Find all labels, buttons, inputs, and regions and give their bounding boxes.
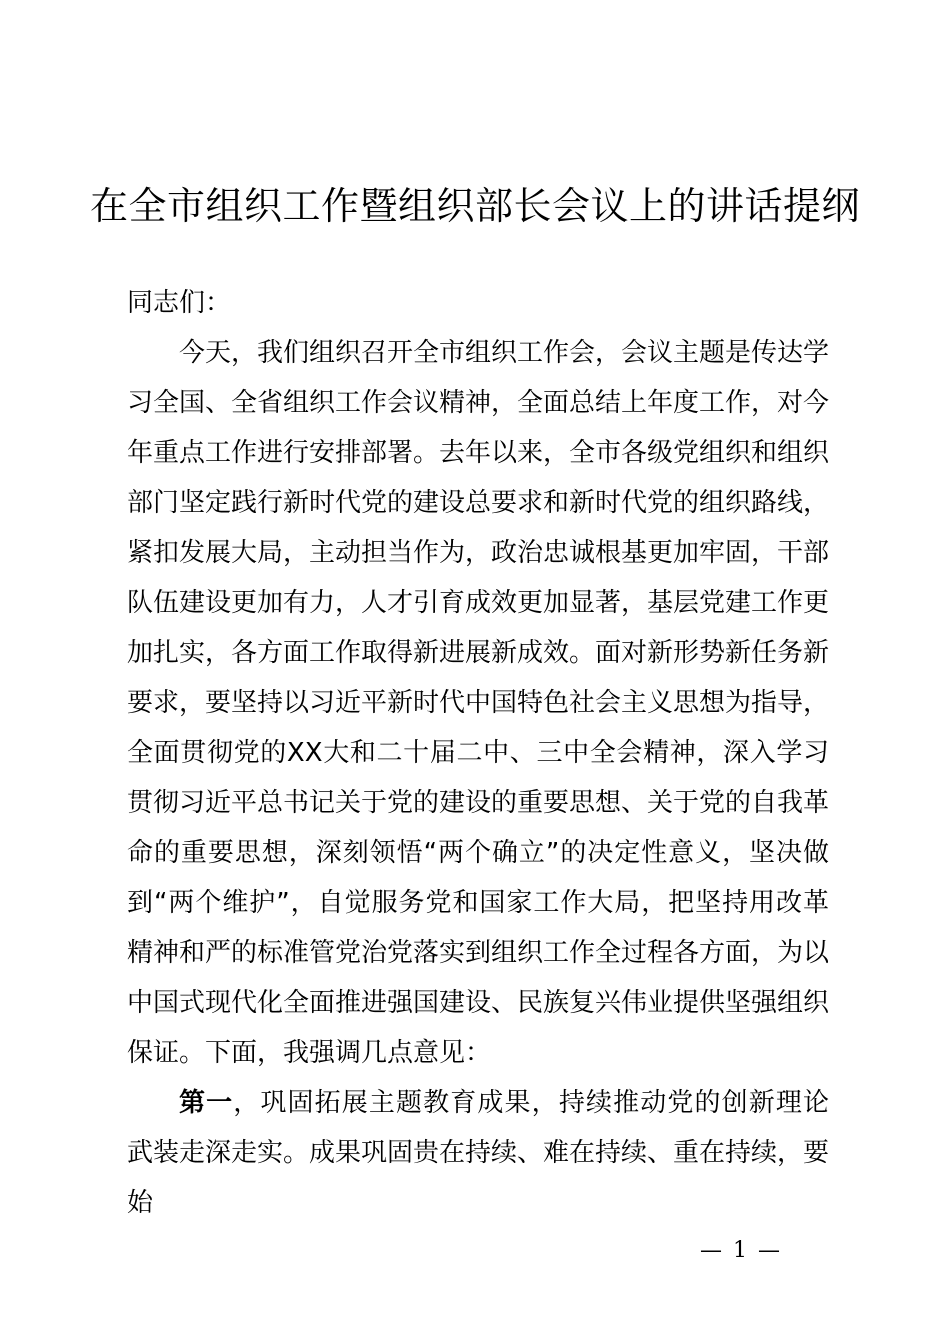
point-text: ，巩固拓展主题教育成果，持续推动党的创新理论武装走深走实。成果巩固贵在持续、难在持续、重在持续，要始 — [127, 1088, 830, 1218]
point-lead: 第一 — [179, 1088, 234, 1118]
document-title: 在全市组织工作暨组织部长会议上的讲话提纲 — [89, 184, 860, 228]
salutation: 同志们： — [127, 288, 232, 318]
page-number: — 1 — — [700, 1238, 782, 1263]
paragraph-intro: 今天，我们组织召开全市组织工作会，会议主题是传达学习全国、全省组织工作会议精神，全面总结上年度工作，对今年重点工作进行安排部署。去年以来，全市各级党组织和组织部门坚定践行新时代党的建设总要求和新时代党的组织路线，紧扣发展大局，主动担当作为，政治忠诚根基更加牢固，干部队伍建设更加有力，人才引育成效更加显著，基层党建工作更加扎实，各方面工作取得新进展新成效。面对新形势新任务新要求，要坚持以习近平新时代中国特色社会主义思想为指导，全面贯彻党的XX大和二十届二中、三中全会精神，深入学习贯彻习近平总书记关于党的建设的重要思想、关于党的自我革命的重要思想，深刻领悟“两个确立”的决定性意义，坚决做到“两个维护”，自觉服务党和国家工作大局，把坚持用改革精神和严的标准管党治党落实到组织工作全过程各方面，为以中国式现代化全面推进强国建设、民族复兴伟业提供坚强组织保证。下面，我强调几点意见： — [127, 338, 830, 1068]
document-body — [127, 278, 829, 1228]
paragraph-first-point — [127, 1078, 829, 1228]
